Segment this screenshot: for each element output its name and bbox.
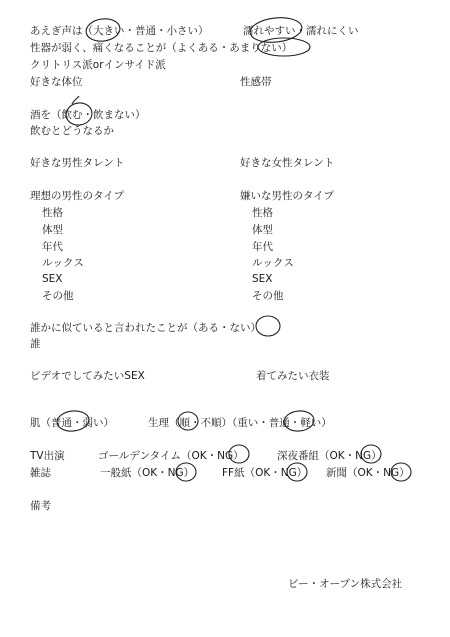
attr-right-body: 体型: [252, 224, 273, 236]
magazine-label: 雑誌: [30, 467, 51, 479]
attr-left-looks: ルックス: [42, 257, 84, 269]
mag-news-question: 新聞（OK・NG）: [326, 467, 410, 479]
mag-general-question: 一般紙（OK・NG）: [100, 467, 195, 479]
voice-question: あえぎ声は（大きい・普通・小さい）: [30, 25, 209, 37]
mag-ff-question: FF紙（OK・NG）: [222, 467, 308, 479]
attr-right-sex: SEX: [252, 273, 273, 285]
attr-right-personality: 性格: [252, 207, 273, 219]
attr-left-sex: SEX: [42, 273, 63, 285]
erogenous-label: 性感帯: [240, 76, 272, 88]
attr-left-body: 体型: [42, 224, 63, 236]
clitoris-question: クリトリス派orインサイド派: [30, 59, 166, 71]
disliked-male-label: 嫌いな男性のタイプ: [240, 190, 334, 202]
who-label: 誰: [30, 338, 41, 350]
attr-left-other: その他: [42, 290, 74, 302]
skin-question: 肌（普通・弱い）: [30, 417, 114, 429]
attr-left-age: 年代: [42, 241, 63, 253]
costume-label: 着てみたい衣装: [256, 370, 330, 382]
attr-right-looks: ルックス: [252, 257, 294, 269]
tv-label: TV出演: [30, 450, 65, 462]
drunk-label: 飲むとどうなるか: [30, 125, 114, 137]
attr-right-other: その他: [252, 290, 284, 302]
fav-male-talent-label: 好きな男性タレント: [30, 157, 125, 169]
attr-left-personality: 性格: [42, 207, 63, 219]
fav-female-talent-label: 好きな女性タレント: [240, 157, 335, 169]
wetness-question: 濡れやすい・濡れにくい: [243, 25, 359, 37]
mark-alcohol-tick: [72, 96, 79, 104]
video-sex-label: ビデオでしてみたいSEX: [30, 370, 145, 382]
period-question: 生理（順・不順）（重い・普通・軽い）: [148, 417, 332, 429]
alcohol-question: 酒を（飲む・飲まない）: [30, 109, 146, 121]
ideal-male-label: 理想の男性のタイプ: [30, 190, 124, 202]
resemble-question: 誰かに似ていると言われたことが（ある・ない）: [30, 322, 261, 334]
tv-late-question: 深夜番組（OK・NG）: [277, 450, 382, 462]
attr-right-age: 年代: [252, 241, 273, 253]
company-name: ビー・オーブン株式会社: [288, 578, 403, 590]
remarks-label: 備考: [30, 500, 51, 512]
pain-question: 性器が弱く、痛くなることが（よくある・あまりない）: [30, 42, 293, 54]
tv-golden-question: ゴールデンタイム（OK・NG）: [98, 450, 244, 462]
fav-position-label: 好きな体位: [30, 76, 83, 88]
